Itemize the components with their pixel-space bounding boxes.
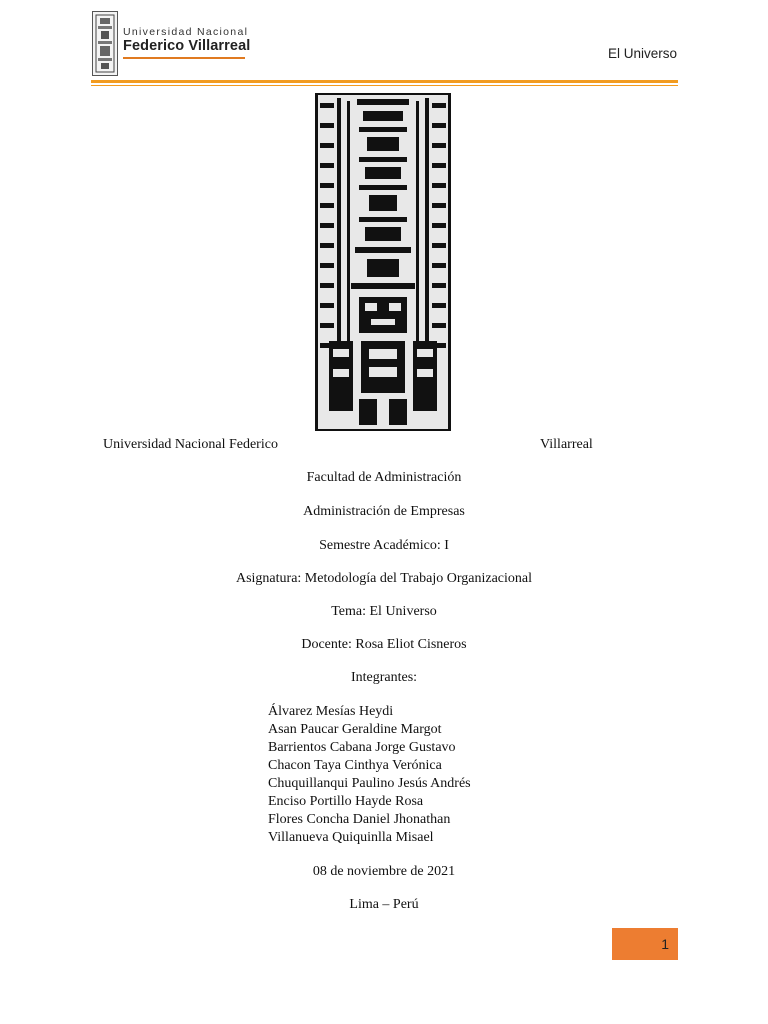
header-rule-thin (91, 85, 678, 86)
date-line: 08 de noviembre de 2021 (312, 864, 456, 879)
program-line: Administración de Empresas (303, 504, 465, 519)
page-number-badge: 1 (612, 928, 678, 960)
teacher-line: Docente: Rosa Eliot Cisneros (301, 637, 467, 652)
list-item: Asan Paucar Geraldine Margot (268, 722, 442, 737)
logo-underline (123, 57, 245, 59)
logo-line-2: Federico Villarreal (123, 38, 251, 54)
members-list (268, 703, 471, 847)
raimondi-stele-image (315, 93, 451, 431)
university-seal-icon (92, 11, 118, 76)
members-heading: Integrantes: (350, 670, 418, 685)
list-item: Chacon Taya Cinthya Verónica (268, 758, 442, 773)
faculty-line: Facultad de Administración (306, 470, 462, 485)
list-item: Villanueva Quiquinlla Misael (268, 830, 434, 845)
list-item: Flores Concha Daniel Jhonathan (268, 812, 451, 827)
list-item: Chuquillanqui Paulino Jesús Andrés (268, 776, 471, 791)
list-item: Barrientos Cabana Jorge Gustavo (268, 740, 456, 755)
list-item: Álvarez Mesías Heydi (268, 704, 394, 719)
university-logo (123, 26, 250, 55)
semester-line: Semestre Académico: I (319, 538, 449, 553)
subject-line: Asignatura: Metodología del Trabajo Organizacional (235, 571, 532, 586)
logo-line-1: Universidad Nacional (123, 26, 249, 38)
university-name-part2: Villarreal (540, 437, 593, 452)
header-title: El Universo (607, 46, 677, 61)
university-name-part1: Universidad Nacional Federico (103, 437, 278, 452)
header-rule (91, 80, 678, 83)
topic-line: Tema: El Universo (331, 604, 437, 619)
place-line: Lima – Perú (349, 897, 419, 912)
list-item: Enciso Portillo Hayde Rosa (268, 794, 424, 809)
